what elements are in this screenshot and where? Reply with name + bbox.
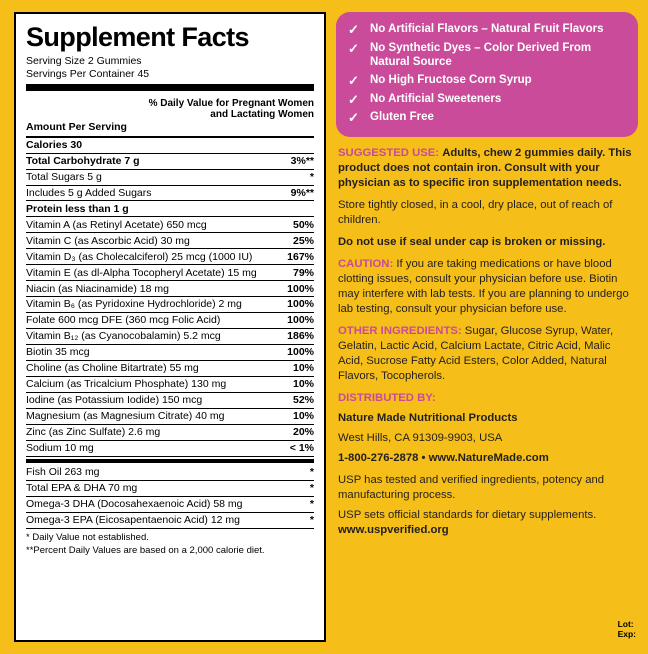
nutrient-name: Total Carbohydrate 7 g — [26, 153, 280, 169]
info-text-block — [336, 137, 638, 545]
claims-panel — [336, 12, 638, 137]
servings-per-container: Servings Per Container 45 — [26, 67, 150, 80]
nutrient-daily-value: * — [280, 169, 314, 185]
table-row — [26, 496, 314, 512]
footnotes — [26, 529, 314, 558]
nutrient-name: Omega-3 EPA (Eicosapentaenoic Acid) 12 mg — [26, 512, 304, 528]
table-row — [26, 393, 314, 409]
list-item — [348, 90, 626, 109]
distributed-by-label: DISTRIBUTED BY: — [338, 391, 436, 404]
list-item — [348, 21, 626, 40]
nutrient-daily-value: < 1% — [280, 441, 314, 457]
table-row — [26, 361, 314, 377]
table-row — [26, 138, 314, 153]
table-row — [26, 512, 314, 528]
omega-table — [26, 465, 314, 529]
claim-label: No Artificial Sweeteners — [370, 92, 502, 105]
nutrient-name: Choline (as Choline Bitartrate) 55 mg — [26, 361, 280, 377]
other-ingredients-label: OTHER INGREDIENTS: — [338, 324, 462, 337]
nutrient-name: Fish Oil 263 mg — [26, 465, 304, 480]
serving-size: Serving Size 2 Gummies — [26, 55, 142, 67]
nutrient-name: Vitamin E (as dl-Alpha Tocopheryl Acetate) 15 mg — [26, 265, 280, 281]
nutrient-name: Magnesium (as Magnesium Citrate) 40 mg — [26, 409, 280, 425]
table-row — [26, 185, 314, 201]
nutrient-name: Iodine (as Potassium Iodide) 150 mcg — [26, 393, 280, 409]
nutrient-name: Sodium 10 mg — [26, 441, 280, 457]
nutrient-daily-value: 20% — [280, 425, 314, 441]
distributed-by — [338, 391, 636, 406]
table-row — [26, 265, 314, 281]
check-icon: ✓ — [348, 91, 359, 107]
nutrient-daily-value: 25% — [280, 233, 314, 249]
list-item — [348, 72, 626, 91]
storage-instructions: Store tightly closed, in a cool, dry place, out of reach of children. — [338, 198, 613, 226]
usp-website-link[interactable]: www.uspverified.org — [338, 523, 449, 536]
exp-label: Exp: — [617, 629, 636, 640]
table-row — [26, 217, 314, 233]
nutrient-daily-value: * — [304, 496, 314, 512]
lot-exp-block — [618, 619, 636, 640]
footnote-daily-value: * Daily Value not established. — [26, 531, 149, 543]
table-row — [26, 169, 314, 185]
table-row — [26, 329, 314, 345]
usp-standards-text — [338, 508, 636, 538]
divider-thick-2 — [26, 459, 314, 463]
claim-label: No Artificial Flavors – Natural Fruit Flavors — [370, 23, 604, 36]
claim-label: No Synthetic Dyes – Color Derived From Natural Source — [370, 41, 592, 68]
table-row — [26, 281, 314, 297]
caution — [338, 257, 636, 317]
table-row — [26, 465, 314, 480]
nutrient-name: Omega-3 DHA (Docosahexaenoic Acid) 58 mg — [26, 496, 304, 512]
contact-info[interactable]: 1-800-276-2878 • www.NatureMade.com — [338, 451, 549, 464]
table-row — [26, 441, 314, 457]
table-row — [26, 409, 314, 425]
nutrient-daily-value — [280, 138, 314, 153]
nutrient-daily-value: * — [304, 512, 314, 528]
nutrient-name: Vitamin C (as Ascorbic Acid) 30 mg — [26, 233, 280, 249]
nutrient-daily-value: 9%** — [280, 185, 314, 201]
nutrient-daily-value: * — [304, 465, 314, 480]
nutrient-name: Zinc (as Zinc Sulfate) 2.6 mg — [26, 425, 280, 441]
suggested-use-text: Adults, chew 2 gummies daily. This product does not contain iron. Consult with your physician as to specific iron supplementation needs. — [338, 146, 632, 189]
table-row — [26, 313, 314, 329]
nutrient-daily-value — [280, 201, 314, 217]
dv-header-line1: % Daily Value for Pregnant Women — [148, 97, 314, 109]
suggested-use-label: SUGGESTED USE: — [338, 146, 440, 159]
nutrient-daily-value: 167% — [280, 249, 314, 265]
table-row — [26, 233, 314, 249]
nutrient-daily-value: 10% — [280, 409, 314, 425]
nutrient-name: Total EPA & DHA 70 mg — [26, 480, 304, 496]
nutrient-name: Calories 30 — [26, 138, 280, 153]
daily-value-header — [26, 93, 314, 121]
lot-label: Lot: — [617, 618, 634, 629]
nutrient-name: Vitamin B₁₂ (as Cyanocobalamin) 5.2 mcg — [26, 329, 280, 345]
nutrient-name: Biotin 35 mcg — [26, 345, 280, 361]
nutrient-name: Total Sugars 5 g — [26, 169, 280, 185]
nutrient-daily-value: * — [304, 480, 314, 496]
table-row — [26, 153, 314, 169]
check-icon: ✓ — [348, 110, 359, 126]
divider-thick — [26, 84, 314, 91]
nutrient-daily-value: 100% — [280, 345, 314, 361]
company-address: West Hills, CA 91309-9903, USA — [338, 431, 503, 444]
check-icon: ✓ — [348, 72, 359, 88]
nutrient-daily-value: 52% — [280, 393, 314, 409]
suggested-use — [338, 146, 636, 191]
list-item — [348, 40, 626, 72]
claim-label: Gluten Free — [370, 111, 434, 124]
claim-label: No High Fructose Corn Syrup — [370, 73, 532, 86]
nutrient-daily-value: 3%** — [280, 153, 314, 169]
caution-label: CAUTION: — [338, 257, 394, 270]
nutrient-name: Folate 600 mcg DFE (360 mcg Folic Acid) — [26, 313, 280, 329]
nutrient-daily-value: 50% — [280, 217, 314, 233]
nutrient-daily-value: 186% — [280, 329, 314, 345]
table-row — [26, 345, 314, 361]
usp-verification-text: USP has tested and verified ingredients, potency and manufacturing process. — [338, 473, 605, 501]
nutrient-daily-value: 10% — [280, 377, 314, 393]
check-icon: ✓ — [348, 40, 359, 56]
nutrient-name: Protein less than 1 g — [26, 201, 280, 217]
table-row — [26, 249, 314, 265]
nutrient-daily-value: 79% — [280, 265, 314, 281]
nutrient-daily-value: 100% — [280, 281, 314, 297]
table-row — [26, 201, 314, 217]
nutrient-name: Niacin (as Niacinamide) 18 mg — [26, 281, 280, 297]
other-ingredients-text: Sugar, Glucose Syrup, Water, Gelatin, Lactic Acid, Calcium Lactate, Citric Acid, Malic Acid, Sucrose Fatty Acid Esters, Color Added, Natural Flavors, Tocopherols. — [338, 324, 614, 382]
company-name: Nature Made Nutritional Products — [338, 411, 518, 424]
table-row — [26, 480, 314, 496]
nutrient-daily-value: 10% — [280, 361, 314, 377]
caution-text: If you are taking medications or have blood clotting issues, consult your physician before use. Biotin may interfere with lab tests. If you are planning to undergo lab testing, consult your physician before use. — [338, 257, 629, 315]
info-column — [336, 12, 638, 642]
nutrient-daily-value: 100% — [280, 313, 314, 329]
page-title: Supplement Facts — [26, 22, 249, 52]
nutrient-name: Includes 5 g Added Sugars — [26, 185, 280, 201]
nutrient-table — [26, 138, 314, 457]
dv-header-line2: and Lactating Women — [210, 109, 314, 121]
nutrient-name: Vitamin A (as Retinyl Acetate) 650 mcg — [26, 217, 280, 233]
table-row — [26, 377, 314, 393]
nutrient-name: Vitamin D₃ (as Cholecalciferol) 25 mcg (1000 IU) — [26, 249, 280, 265]
nutrient-name: Vitamin B₆ (as Pyridoxine Hydrochloride) 2 mg — [26, 297, 280, 313]
nutrient-daily-value: 100% — [280, 297, 314, 313]
amount-per-serving-label: Amount Per Serving — [26, 120, 127, 133]
table-row — [26, 297, 314, 313]
other-ingredients — [338, 324, 636, 384]
supplement-facts-panel — [14, 12, 326, 642]
table-row — [26, 425, 314, 441]
nutrient-name: Calcium (as Tricalcium Phosphate) 130 mg — [26, 377, 280, 393]
amount-per-serving-row — [26, 121, 314, 134]
seal-warning: Do not use if seal under cap is broken or missing. — [338, 235, 606, 248]
check-icon: ✓ — [348, 22, 359, 38]
usp-standards-sentence: USP sets official standards for dietary supplements. — [338, 508, 597, 521]
footnote-percent-dv: **Percent Daily Values are based on a 2,000 calorie diet. — [26, 544, 265, 556]
list-item — [348, 109, 626, 128]
